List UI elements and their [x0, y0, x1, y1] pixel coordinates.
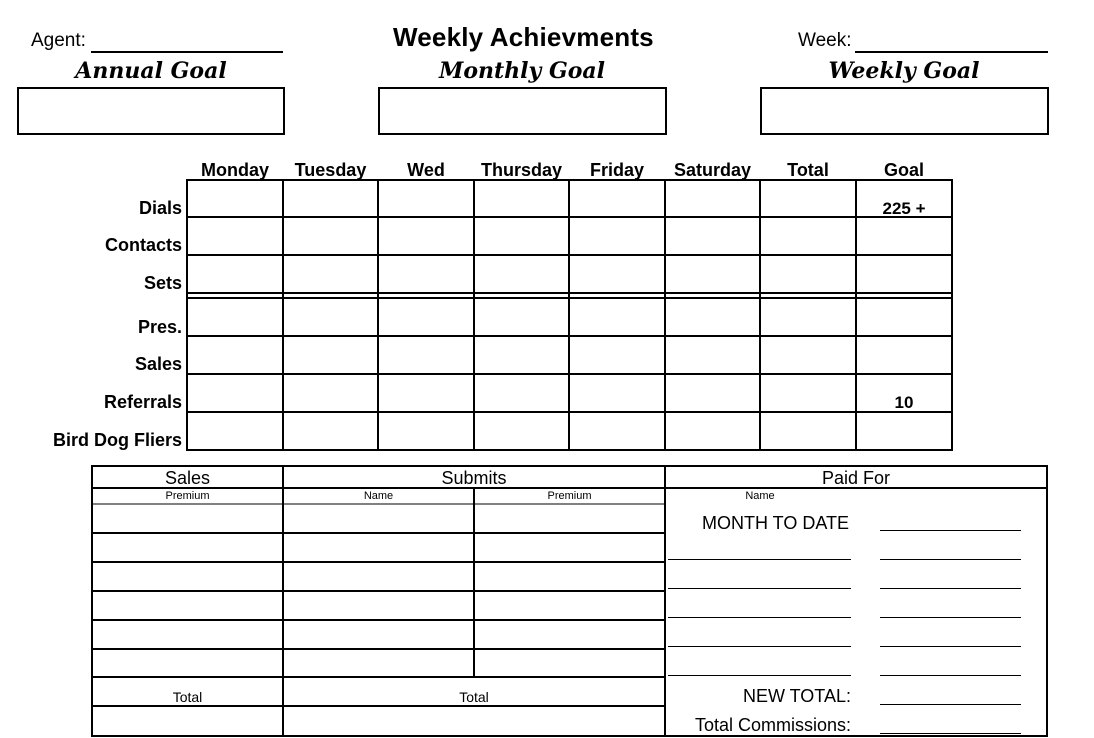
row-label-pres: Pres. [137, 317, 182, 337]
agent-label: Agent: [31, 30, 86, 51]
col-head-saturday: Saturday [673, 160, 752, 180]
sales-head: Sales [164, 468, 211, 488]
goal-value-dials: 225 + [882, 199, 926, 218]
total-commissions-label: Total Commissions: [694, 715, 851, 735]
row-label-referrals: Referrals [103, 392, 182, 412]
new-total-label: NEW TOTAL: [742, 686, 851, 706]
total-commissions-line[interactable] [880, 733, 1021, 734]
paid-name-line[interactable] [668, 559, 851, 560]
goal-value-referrals: 10 [894, 393, 914, 412]
col-head-total: Total [787, 160, 829, 180]
weekly-goal-label: Weekly Goal [828, 58, 980, 84]
row-label-sets: Sets [143, 273, 182, 293]
paid-amount-line[interactable] [880, 588, 1021, 589]
col-head-wed: Wed [407, 160, 445, 180]
submits-premium-label: Premium [547, 490, 592, 502]
paid-name-line[interactable] [668, 646, 851, 647]
row-label-contacts: Contacts [104, 235, 182, 255]
paid-for-head: Paid For [821, 468, 891, 488]
submits-head: Submits [441, 468, 507, 488]
paid-name-line[interactable] [668, 617, 851, 618]
monthly-goal-label: Monthly Goal [438, 58, 606, 84]
week-label: Week: [798, 30, 852, 51]
col-head-monday: Monday [200, 160, 269, 180]
annual-goal-label: Annual Goal [75, 58, 227, 84]
page-title: Weekly Achievments [393, 22, 654, 52]
submits-total-label: Total [459, 689, 489, 705]
row-label-bird-dog-fliers: Bird Dog Fliers [52, 430, 182, 450]
paid-name-label: Name [745, 490, 775, 502]
sales-total-label: Total [172, 689, 203, 705]
mtd-blank-line[interactable] [880, 530, 1021, 531]
col-head-friday: Friday [589, 160, 645, 180]
paid-name-line[interactable] [668, 588, 851, 589]
col-head-goal: Goal [883, 160, 924, 180]
paid-amount-line[interactable] [880, 646, 1021, 647]
row-label-dials: Dials [138, 198, 182, 218]
paid-amount-line[interactable] [880, 675, 1021, 676]
paid-name-line[interactable] [668, 675, 851, 676]
submits-name-label: Name [363, 490, 394, 502]
new-total-line[interactable] [880, 704, 1021, 705]
paid-amount-line[interactable] [880, 559, 1021, 560]
col-head-thursday: Thursday [480, 160, 563, 180]
sales-premium-label: Premium [165, 490, 210, 502]
col-head-tuesday: Tuesday [294, 160, 367, 180]
month-to-date-label: MONTH TO DATE [702, 513, 850, 533]
paid-amount-line[interactable] [880, 617, 1021, 618]
row-label-sales: Sales [134, 354, 182, 374]
